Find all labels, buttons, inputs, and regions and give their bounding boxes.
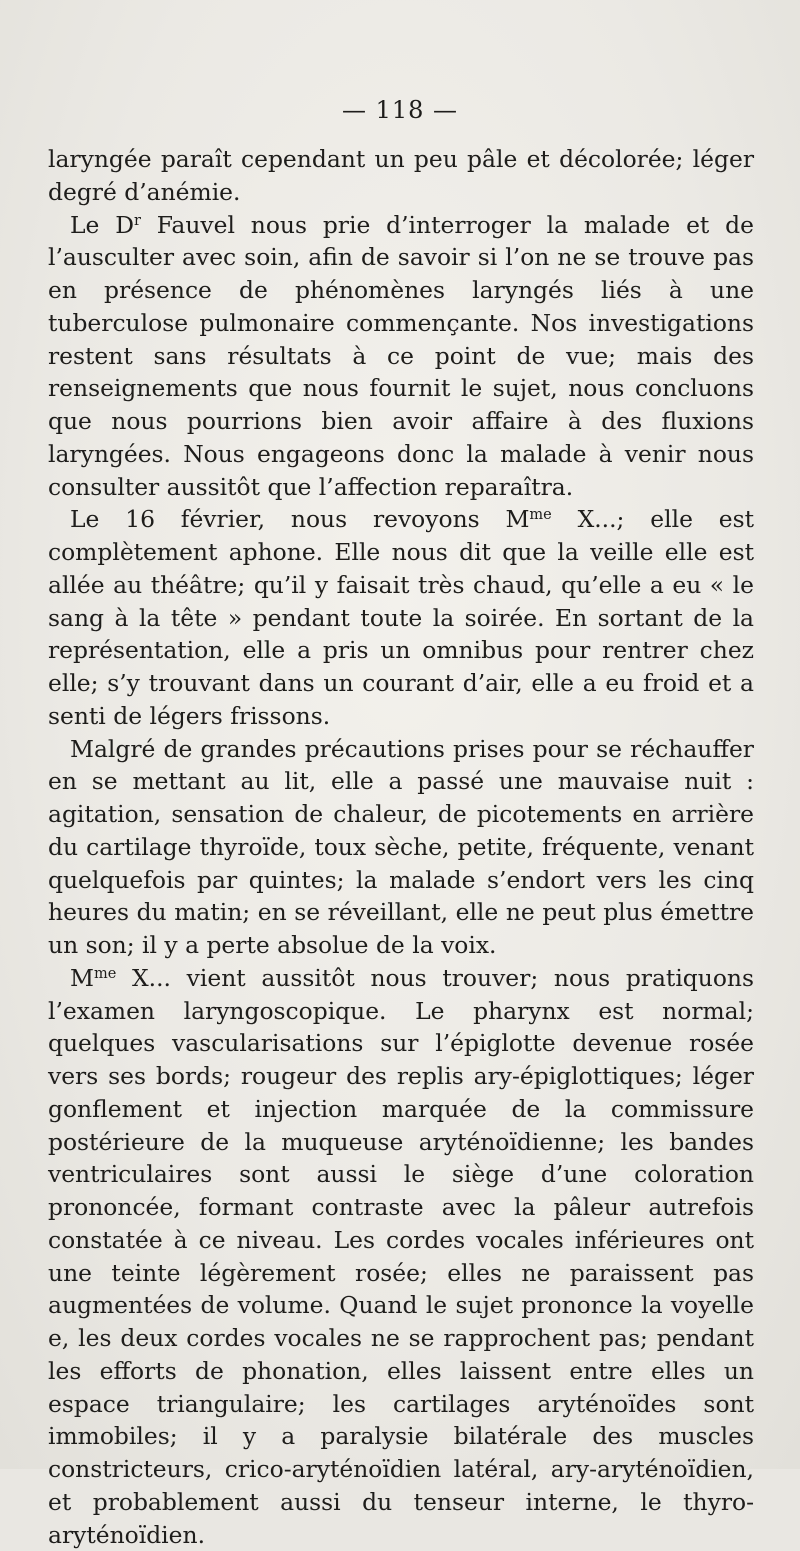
page-number: — 118 —: [341, 96, 459, 124]
paragraph-3-rest: X...; elle est complètement aphone. Elle nous dit que la veille elle est allée au théâtre; qu’il y faisait très chaud, qu’elle a eu « le sang à la tête » pendant toute la soirée. En sortant de la représentation, elle a pris un omnibus pour rentrer chez elle; s’y trouvant dans un courant d’air, elle a eu froid et a senti de légers frissons.: [48, 505, 754, 730]
superscript-madame: me: [529, 507, 552, 524]
body-text: [48, 143, 754, 1551]
paragraph-3-start: Le 16 février, nous revoyons M: [70, 505, 530, 534]
paragraph-5: [48, 962, 754, 1551]
superscript-doctor: r: [133, 212, 141, 229]
paragraph-1: laryngée paraît cependant un peu pâle et décolorée; léger degré d’anémie.: [48, 145, 754, 206]
paragraph-3: [48, 503, 754, 732]
paragraph-5-rest: X... vient aussitôt nous trouver; nous pratiquons l’examen laryngoscopique. Le pharynx est normal; quelques vascularisations sur l’épiglotte devenue rosée vers ses bords; rougeur des replis ary-épiglottiques; léger gonflement et injection marquée de la commissure postérieure de la muqueuse aryténoïdienne; les bandes ventriculaires sont aussi le siège d’une coloration prononcée, formant contraste avec la pâleur autrefois constatée à ce niveau. Les cordes vocales inférieures ont une teinte légèrement rosée; elles ne paraissent pas augmentées de volume. Quand le sujet prononce la voyelle e, les deux cordes vocales ne se rapprochent pas; pendant les efforts de phonation, elles laissent entre elles un espace triangulaire; les cartilages aryténoïdes sont immobiles; il y a paralysie bilatérale des muscles constricteurs, crico-aryténoïdien latéral, ary-aryténoïdien, et probablement aussi du tenseur interne, le thyro-aryténoïdien.: [48, 963, 754, 1549]
superscript-madame: me: [93, 965, 117, 982]
paragraph-2: [48, 209, 754, 504]
paragraph-2-start: Le D: [70, 210, 134, 239]
paragraph-2-rest: Fauvel nous prie d’interroger la malade et de l’ausculter avec soin, afin de savoir si l’on ne se trouve pas en présence de phénomènes laryngés liés à une tuberculose pulmonaire commençante. Nos investigations restent sans résultats à ce point de vue; mais des renseignements que nous fournit le sujet, nous concluons que nous pourrions bien avoir affaire à des fluxions laryngées. Nous engageons donc la malade à venir nous consulter aussitôt que l’affection reparaîtra.: [48, 210, 754, 501]
paragraph-5-start: M: [70, 963, 94, 992]
paragraph-4: Malgré de grandes précautions prises pour se réchauffer en se mettant au lit, elle a passé une mauvaise nuit : agitation, sensation de chaleur, de picotements en arrière du cartilage thyroïde, toux sèche, petite, fréquente, venant quelquefois par quintes; la malade s’endort vers les cinq heures du matin; en se réveillant, elle ne peut plus émettre un son; il y a perte absolue de la voix.: [48, 734, 754, 959]
